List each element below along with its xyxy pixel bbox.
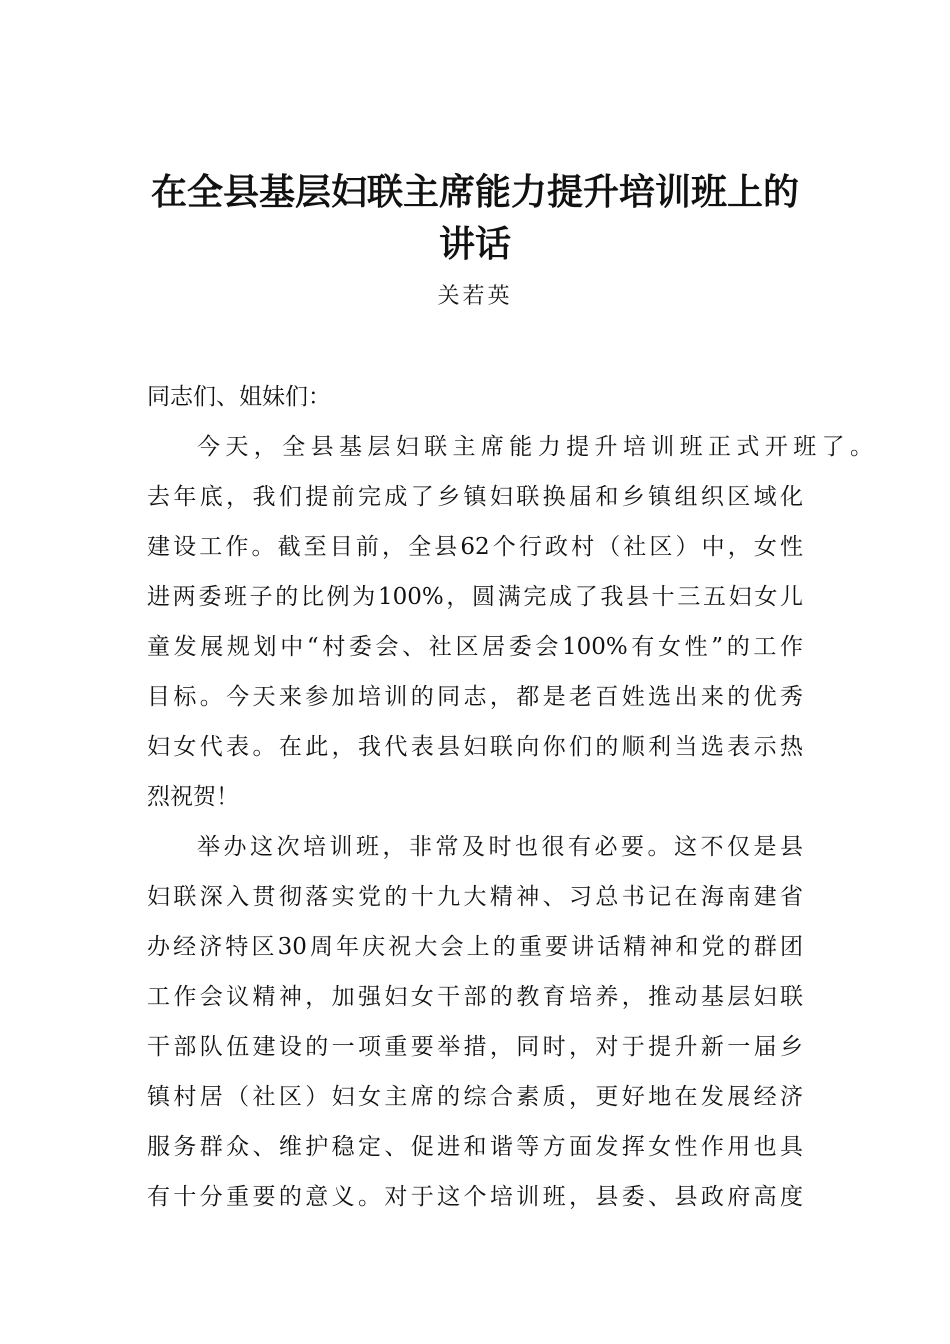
paragraph-1-line: 童发展规划中“村委会、社区居委会100%有女性”的工作 [147, 634, 803, 660]
paragraph-2-line: 有十分重要的意义。对于这个培训班，县委、县政府高度 [147, 1184, 803, 1210]
paragraph-2-line: 镇村居（社区）妇女主席的综合素质，更好地在发展经济 [147, 1084, 803, 1110]
paragraph-2-line: 办经济特区30周年庆祝大会上的重要讲话精神和党的群团 [147, 934, 803, 960]
document-title-line-2: 讲话 [438, 223, 511, 265]
paragraph-1-line: 进两委班子的比例为100%，圆满完成了我县十三五妇女儿 [147, 584, 803, 610]
paragraph-2-line: 工作会议精神，加强妇女干部的教育培养，推动基层妇联 [147, 984, 803, 1010]
paragraph-1-line: 去年底，我们提前完成了乡镇妇联换届和乡镇组织区域化 [147, 484, 803, 510]
paragraph-2-line: 干部队伍建设的一项重要举措，同时，对于提升新一届乡 [147, 1034, 803, 1060]
paragraph-2-line: 服务群众、维护稳定、促进和谐等方面发挥女性作用也具 [147, 1134, 803, 1160]
paragraph-1-line: 妇女代表。在此，我代表县妇联向你们的顺利当选表示热 [147, 734, 803, 760]
paragraph-2-line: 妇联深入贯彻落实党的十九大精神、习总书记在海南建省 [147, 884, 803, 910]
paragraph-1-line: 今天，全县基层妇联主席能力提升培训班正式开班了。 [197, 434, 873, 460]
paragraph-2-line: 举办这次培训班，非常及时也很有必要。这不仅是县 [197, 834, 803, 860]
author-name: 关若英 [437, 284, 513, 309]
document-title-line-1: 在全县基层妇联主席能力提升培训班上的 [150, 171, 799, 213]
paragraph-1-line: 建设工作。截至目前，全县62个行政村（社区）中，女性 [147, 534, 803, 560]
paragraph-1-line: 烈祝贺！ [147, 784, 239, 810]
salutation: 同志们、姐妹们： [147, 384, 331, 410]
paragraph-1-line: 目标。今天来参加培训的同志，都是老百姓选出来的优秀 [147, 684, 803, 710]
